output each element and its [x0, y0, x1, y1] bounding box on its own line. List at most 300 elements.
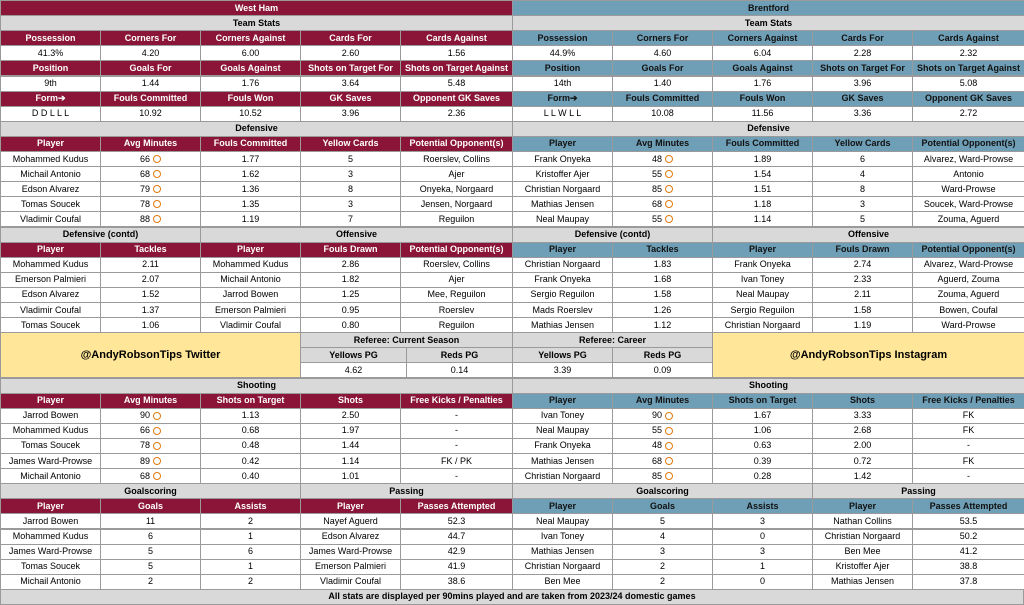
brentford-shooting-row-3-col-1-value: 68 — [651, 455, 662, 466]
brentford-shooting-row-4-col-2: 0.28 — [712, 468, 813, 484]
brentford-row1-value-col-1: 4.60 — [612, 45, 713, 61]
west-ham-row2-header-col-0: Position — [0, 60, 101, 76]
west-ham-defensive_contd-header-col-1: Tackles — [100, 242, 201, 258]
west-ham-row2-value-col-3: 3.64 — [300, 76, 401, 92]
brentford-defensive-row-3-col-4: Soucek, Ward-Prowse — [912, 196, 1024, 212]
brentford-goalscoring-row-4-col-2: 0 — [712, 574, 813, 590]
west-ham-passing-row-2-col-1: 42.9 — [400, 544, 513, 560]
brentford-defensive-row-1-col-1 — [612, 166, 713, 182]
brentford-row2-value-col-1: 1.40 — [612, 76, 713, 92]
stopwatch-icon — [153, 442, 161, 450]
brentford-shooting-row-2-col-1-value: 48 — [651, 440, 662, 451]
west-ham-row1-value-col-2: 6.00 — [200, 45, 301, 61]
brentford-row2-value-col-3: 3.96 — [812, 76, 913, 92]
west-ham-shooting-row-1-col-1-value: 66 — [139, 425, 150, 436]
brentford-goalscoring-row-3-col-0: Christian Norgaard — [512, 559, 613, 575]
brentford-shooting-row-2-col-0: Frank Onyeka — [512, 438, 613, 454]
brentford-shooting-row-0-col-3: 3.33 — [812, 408, 913, 424]
brentford-row3-value-col-0: L L W L L — [512, 106, 613, 122]
brentford-row2-header-col-2: Goals Against — [712, 60, 813, 76]
brentford-passing-row-1-col-0: Christian Norgaard — [812, 529, 913, 545]
brentford-defensive-row-4-col-2: 1.14 — [712, 211, 813, 227]
west-ham-row3-value-col-0: D D L L L — [0, 106, 101, 122]
west-ham-row1-header-col-3: Cards For — [300, 30, 401, 46]
west-ham-defensive_contd-row-1-col-0: Emerson Palmieri — [0, 272, 101, 288]
brentford-row3-header-col-0: Form➔ — [512, 91, 613, 107]
west-ham-offensive-header-col-2: Potential Opponent(s) — [400, 242, 513, 258]
brentford-goalscoring-row-1-col-1: 4 — [612, 529, 713, 545]
west-ham-goalscoring-title: Goalscoring — [0, 483, 301, 499]
west-ham-shooting-row-3-col-4: FK / PK — [400, 453, 513, 469]
west-ham-defensive-row-1-col-2: 1.62 — [200, 166, 301, 182]
west-ham-offensive-header-col-1: Fouls Drawn — [300, 242, 401, 258]
brentford-shooting-row-2-col-3: 2.00 — [812, 438, 913, 454]
brentford-row2-value-col-4: 5.08 — [912, 76, 1024, 92]
west-ham-offensive-row-3-col-1: 0.95 — [300, 302, 401, 318]
brentford-goalscoring-row-2-col-0: Mathias Jensen — [512, 544, 613, 560]
west-ham-defensive_contd-row-3-col-1: 1.37 — [100, 302, 201, 318]
brentford-shooting-row-0-col-4: FK — [912, 408, 1024, 424]
brentford-passing-header-col-1: Passes Attempted — [912, 498, 1024, 514]
brentford-passing-row-0-col-0: Nathan Collins — [812, 513, 913, 529]
west-ham-goalscoring-row-0-col-1: 11 — [100, 513, 201, 529]
west-ham-goalscoring-row-4-col-0: Michail Antonio — [0, 574, 101, 590]
west-ham-shooting-header-col-2: Shots on Target — [200, 393, 301, 409]
brentford-defensive-row-1-col-3: 4 — [812, 166, 913, 182]
west-ham-team-name: West Ham — [0, 0, 513, 16]
west-ham-shooting-row-0-col-4: - — [400, 408, 513, 424]
stopwatch-icon — [153, 427, 161, 435]
brentford-defensive_contd-row-0-col-1: 1.83 — [612, 257, 713, 273]
brentford-defensive-header-col-1: Avg Minutes — [612, 136, 713, 152]
brentford-offensive-row-3-col-2: Bowen, Coufal — [912, 302, 1024, 318]
brentford-shooting-row-1-col-4: FK — [912, 423, 1024, 439]
brentford-row2-header-col-1: Goals For — [612, 60, 713, 76]
west-ham-defensive-row-2-col-2: 1.36 — [200, 181, 301, 197]
brentford-row2-value-col-0: 14th — [512, 76, 613, 92]
brentford-shooting-row-0-col-1 — [612, 408, 713, 424]
west-ham-shooting-row-2-col-0: Tomas Soucek — [0, 438, 101, 454]
brentford-row3-value-col-3: 3.36 — [812, 106, 913, 122]
brentford-defensive_contd-row-4-col-1: 1.12 — [612, 317, 713, 333]
west-ham-shooting-row-2-col-1-value: 78 — [139, 440, 150, 451]
brentford-defensive-header-col-3: Yellow Cards — [812, 136, 913, 152]
west-ham-defensive-row-4-col-2: 1.19 — [200, 211, 301, 227]
stopwatch-icon — [665, 170, 673, 178]
west-ham-defensive_contd-row-3-col-0: Vladimir Coufal — [0, 302, 101, 318]
west-ham-offensive-row-0-col-2: Roerslev, Collins — [400, 257, 513, 273]
west-ham-passing-row-1-col-1: 44.7 — [400, 529, 513, 545]
brentford-offensive-header-col-1: Fouls Drawn — [812, 242, 913, 258]
brentford-offensive-row-4-col-0: Christian Norgaard — [712, 317, 813, 333]
brentford-defensive-row-2-col-0: Christian Norgaard — [512, 181, 613, 197]
brentford-defensive-row-2-col-1 — [612, 181, 713, 197]
west-ham-offensive-row-3-col-0: Emerson Palmieri — [200, 302, 301, 318]
brentford-defensive-row-2-col-2: 1.51 — [712, 181, 813, 197]
brentford-row2-value-col-2: 1.76 — [712, 76, 813, 92]
brentford-defensive_contd-row-4-col-0: Mathias Jensen — [512, 317, 613, 333]
referee-career-reds: 0.09 — [612, 362, 713, 378]
west-ham-goalscoring-header-col-2: Assists — [200, 498, 301, 514]
west-ham-shooting-header-col-4: Free Kicks / Penalties — [400, 393, 513, 409]
west-ham-shooting-row-1-col-0: Mohammed Kudus — [0, 423, 101, 439]
west-ham-passing-row-4-col-1: 38.6 — [400, 574, 513, 590]
brentford-shooting-row-1-col-1-value: 55 — [651, 425, 662, 436]
brentford-goalscoring-row-2-col-2: 3 — [712, 544, 813, 560]
west-ham-defensive-row-3-col-2: 1.35 — [200, 196, 301, 212]
west-ham-shooting-row-0-col-3: 2.50 — [300, 408, 401, 424]
stopwatch-icon — [153, 412, 161, 420]
west-ham-defensive-row-4-col-3: 7 — [300, 211, 401, 227]
brentford-offensive-row-1-col-1: 2.33 — [812, 272, 913, 288]
stopwatch-icon — [153, 170, 161, 178]
west-ham-defensive-row-0-col-4: Roerslev, Collins — [400, 151, 513, 167]
west-ham-passing-title: Passing — [300, 483, 513, 499]
brentford-shooting-row-0-col-1-value: 90 — [651, 410, 662, 421]
instagram-promo: @AndyRobsonTips Instagram — [712, 332, 1024, 378]
brentford-shooting-row-2-col-2: 0.63 — [712, 438, 813, 454]
brentford-defensive-row-1-col-0: Kristoffer Ajer — [512, 166, 613, 182]
west-ham-row1-value-col-4: 1.56 — [400, 45, 513, 61]
brentford-defensive-row-0-col-4: Alvarez, Ward-Prowse — [912, 151, 1024, 167]
west-ham-defensive-row-1-col-4: Ajer — [400, 166, 513, 182]
brentford-shooting-row-4-col-4: - — [912, 468, 1024, 484]
stopwatch-icon — [665, 155, 673, 163]
brentford-shooting-row-0-col-0: Ivan Toney — [512, 408, 613, 424]
brentford-passing-row-2-col-1: 41.2 — [912, 544, 1024, 560]
brentford-defensive_contd-row-1-col-1: 1.68 — [612, 272, 713, 288]
west-ham-offensive-row-4-col-2: Reguilon — [400, 317, 513, 333]
west-ham-shooting-row-4-col-3: 1.01 — [300, 468, 401, 484]
west-ham-goalscoring-row-2-col-2: 6 — [200, 544, 301, 560]
brentford-shooting-header-col-2: Shots on Target — [712, 393, 813, 409]
west-ham-row1-value-col-3: 2.60 — [300, 45, 401, 61]
brentford-row1-header-col-3: Cards For — [812, 30, 913, 46]
west-ham-goalscoring-row-2-col-0: James Ward-Prowse — [0, 544, 101, 560]
west-ham-shooting-row-0-col-1-value: 90 — [139, 410, 150, 421]
brentford-defensive-title: Defensive — [512, 121, 1024, 137]
brentford-goalscoring-row-1-col-2: 0 — [712, 529, 813, 545]
brentford-goalscoring-header-col-1: Goals — [612, 498, 713, 514]
stopwatch-icon — [153, 472, 161, 480]
brentford-defensive-header-col-4: Potential Opponent(s) — [912, 136, 1024, 152]
brentford-goalscoring-row-4-col-0: Ben Mee — [512, 574, 613, 590]
west-ham-defensive-header-col-0: Player — [0, 136, 101, 152]
brentford-shooting-row-3-col-0: Mathias Jensen — [512, 453, 613, 469]
west-ham-shooting-row-4-col-0: Michail Antonio — [0, 468, 101, 484]
brentford-offensive-row-0-col-2: Alvarez, Ward-Prowse — [912, 257, 1024, 273]
west-ham-goalscoring-row-0-col-0: Jarrod Bowen — [0, 513, 101, 529]
brentford-row3-header-col-3: GK Saves — [812, 91, 913, 107]
brentford-defensive-row-0-col-1 — [612, 151, 713, 167]
west-ham-offensive-row-2-col-1: 1.25 — [300, 287, 401, 303]
brentford-team-name: Brentford — [512, 0, 1024, 16]
west-ham-shooting-row-3-col-1 — [100, 453, 201, 469]
brentford-shooting-header-col-4: Free Kicks / Penalties — [912, 393, 1024, 409]
brentford-passing-row-4-col-0: Mathias Jensen — [812, 574, 913, 590]
brentford-offensive-row-0-col-0: Frank Onyeka — [712, 257, 813, 273]
brentford-shooting-row-1-col-0: Neal Maupay — [512, 423, 613, 439]
brentford-defensive-row-0-col-3: 6 — [812, 151, 913, 167]
brentford-offensive-row-4-col-2: Ward-Prowse — [912, 317, 1024, 333]
west-ham-defensive_contd-row-2-col-0: Edson Alvarez — [0, 287, 101, 303]
brentford-defensive-header-col-0: Player — [512, 136, 613, 152]
west-ham-shooting-row-2-col-1 — [100, 438, 201, 454]
brentford-passing-row-2-col-0: Ben Mee — [812, 544, 913, 560]
west-ham-defensive-row-0-col-1-value: 66 — [139, 153, 150, 164]
referee-career-title: Referee: Career — [512, 332, 713, 348]
stopwatch-icon — [665, 457, 673, 465]
west-ham-defensive_contd-row-0-col-0: Mohammed Kudus — [0, 257, 101, 273]
stopwatch-icon — [665, 427, 673, 435]
west-ham-passing-row-0-col-1: 52.3 — [400, 513, 513, 529]
west-ham-goalscoring-row-1-col-1: 6 — [100, 529, 201, 545]
west-ham-defensive-header-col-4: Potential Opponent(s) — [400, 136, 513, 152]
west-ham-row3-value-col-4: 2.36 — [400, 106, 513, 122]
west-ham-defensive_contd-row-1-col-1: 2.07 — [100, 272, 201, 288]
brentford-goalscoring-row-0-col-1: 5 — [612, 513, 713, 529]
west-ham-defensive-row-4-col-1 — [100, 211, 201, 227]
west-ham-defensive_contd-row-2-col-1: 1.52 — [100, 287, 201, 303]
west-ham-row2-header-col-3: Shots on Target For — [300, 60, 401, 76]
stopwatch-icon — [665, 472, 673, 480]
stopwatch-icon — [153, 200, 161, 208]
west-ham-row1-value-col-1: 4.20 — [100, 45, 201, 61]
west-ham-shooting-title: Shooting — [0, 378, 513, 394]
brentford-defensive-row-3-col-3: 3 — [812, 196, 913, 212]
brentford-shooting-header-col-3: Shots — [812, 393, 913, 409]
brentford-offensive-row-2-col-1: 2.11 — [812, 287, 913, 303]
west-ham-goalscoring-row-2-col-1: 5 — [100, 544, 201, 560]
west-ham-defensive-header-col-2: Fouls Committed — [200, 136, 301, 152]
brentford-shooting-row-1-col-1 — [612, 423, 713, 439]
west-ham-row1-header-col-1: Corners For — [100, 30, 201, 46]
west-ham-offensive-row-1-col-2: Ajer — [400, 272, 513, 288]
west-ham-row3-value-col-3: 3.96 — [300, 106, 401, 122]
brentford-offensive-row-2-col-2: Zouma, Aguerd — [912, 287, 1024, 303]
west-ham-row2-header-col-1: Goals For — [100, 60, 201, 76]
stopwatch-icon — [665, 442, 673, 450]
brentford-offensive-row-1-col-0: Ivan Toney — [712, 272, 813, 288]
brentford-offensive-row-3-col-0: Sergio Reguilon — [712, 302, 813, 318]
brentford-row1-value-col-3: 2.28 — [812, 45, 913, 61]
brentford-passing-header-col-0: Player — [812, 498, 913, 514]
brentford-shooting-row-4-col-3: 1.42 — [812, 468, 913, 484]
west-ham-row1-header-col-4: Cards Against — [400, 30, 513, 46]
west-ham-defensive_contd-row-0-col-1: 2.11 — [100, 257, 201, 273]
brentford-goalscoring-row-0-col-2: 3 — [712, 513, 813, 529]
west-ham-defensive-row-0-col-3: 5 — [300, 151, 401, 167]
brentford-goalscoring-row-3-col-2: 1 — [712, 559, 813, 575]
referee-current-yellows: 4.62 — [300, 362, 407, 378]
west-ham-shooting-row-0-col-2: 1.13 — [200, 408, 301, 424]
brentford-shooting-row-3-col-2: 0.39 — [712, 453, 813, 469]
referee-current-reds: 0.14 — [406, 362, 513, 378]
west-ham-defensive-row-2-col-3: 8 — [300, 181, 401, 197]
west-ham-shooting-row-4-col-2: 0.40 — [200, 468, 301, 484]
brentford-defensive-row-0-col-0: Frank Onyeka — [512, 151, 613, 167]
west-ham-row2-value-col-2: 1.76 — [200, 76, 301, 92]
west-ham-defensive-row-3-col-3: 3 — [300, 196, 401, 212]
west-ham-defensive-row-4-col-0: Vladimir Coufal — [0, 211, 101, 227]
west-ham-defensive-row-1-col-0: Michail Antonio — [0, 166, 101, 182]
brentford-defensive-row-3-col-2: 1.18 — [712, 196, 813, 212]
brentford-defensive-header-col-2: Fouls Committed — [712, 136, 813, 152]
west-ham-defensive-row-2-col-4: Onyeka, Norgaard — [400, 181, 513, 197]
brentford-defensive-row-2-col-4: Ward-Prowse — [912, 181, 1024, 197]
brentford-passing-row-4-col-1: 37.8 — [912, 574, 1024, 590]
west-ham-team-stats-title: Team Stats — [0, 15, 513, 31]
brentford-defensive-row-0-col-1-value: 48 — [651, 153, 662, 164]
brentford-row3-header-col-2: Fouls Won — [712, 91, 813, 107]
brentford-shooting-row-1-col-3: 2.68 — [812, 423, 913, 439]
west-ham-offensive-row-4-col-0: Vladimir Coufal — [200, 317, 301, 333]
west-ham-shooting-row-1-col-4: - — [400, 423, 513, 439]
brentford-row2-header-col-0: Position — [512, 60, 613, 76]
referee-career-yellows-header: Yellows PG — [512, 347, 613, 363]
brentford-defensive_contd-row-1-col-0: Frank Onyeka — [512, 272, 613, 288]
brentford-defensive_contd-header-col-1: Tackles — [612, 242, 713, 258]
brentford-passing-row-1-col-1: 50.2 — [912, 529, 1024, 545]
west-ham-defensive-row-3-col-0: Tomas Soucek — [0, 196, 101, 212]
west-ham-defensive-title: Defensive — [0, 121, 513, 137]
west-ham-offensive-row-2-col-0: Jarrod Bowen — [200, 287, 301, 303]
west-ham-shooting-row-3-col-0: James Ward-Prowse — [0, 453, 101, 469]
west-ham-shooting-row-0-col-0: Jarrod Bowen — [0, 408, 101, 424]
brentford-defensive-row-4-col-0: Neal Maupay — [512, 211, 613, 227]
brentford-row2-header-col-3: Shots on Target For — [812, 60, 913, 76]
west-ham-defensive_contd-row-4-col-0: Tomas Soucek — [0, 317, 101, 333]
brentford-defensive_contd-row-3-col-0: Mads Roerslev — [512, 302, 613, 318]
brentford-defensive_contd-title: Defensive (contd) — [512, 227, 713, 243]
west-ham-shooting-row-1-col-1 — [100, 423, 201, 439]
west-ham-row3-header-col-4: Opponent GK Saves — [400, 91, 513, 107]
brentford-shooting-row-4-col-1-value: 85 — [651, 470, 662, 481]
west-ham-goalscoring-row-3-col-1: 5 — [100, 559, 201, 575]
west-ham-row3-value-col-1: 10.92 — [100, 106, 201, 122]
west-ham-offensive-header-col-0: Player — [200, 242, 301, 258]
stopwatch-icon — [665, 200, 673, 208]
brentford-shooting-row-4-col-0: Christian Norgaard — [512, 468, 613, 484]
brentford-defensive-row-1-col-1-value: 55 — [651, 168, 662, 179]
referee-career-yellows: 3.39 — [512, 362, 613, 378]
brentford-defensive-row-3-col-0: Mathias Jensen — [512, 196, 613, 212]
referee-career-reds-header: Reds PG — [612, 347, 713, 363]
west-ham-goalscoring-row-4-col-2: 2 — [200, 574, 301, 590]
brentford-shooting-row-2-col-4: - — [912, 438, 1024, 454]
brentford-offensive-row-0-col-1: 2.74 — [812, 257, 913, 273]
referee-current-title: Referee: Current Season — [300, 332, 513, 348]
west-ham-passing-row-3-col-1: 41.9 — [400, 559, 513, 575]
brentford-offensive-header-col-0: Player — [712, 242, 813, 258]
west-ham-row2-header-col-2: Goals Against — [200, 60, 301, 76]
brentford-defensive_contd-row-2-col-1: 1.58 — [612, 287, 713, 303]
brentford-row1-header-col-1: Corners For — [612, 30, 713, 46]
west-ham-row3-header-col-2: Fouls Won — [200, 91, 301, 107]
brentford-row3-value-col-1: 10.08 — [612, 106, 713, 122]
west-ham-defensive-row-4-col-4: Reguilon — [400, 211, 513, 227]
west-ham-goalscoring-row-3-col-2: 1 — [200, 559, 301, 575]
west-ham-row3-value-col-2: 10.52 — [200, 106, 301, 122]
brentford-offensive-row-3-col-1: 1.58 — [812, 302, 913, 318]
west-ham-row2-value-col-4: 5.48 — [400, 76, 513, 92]
brentford-defensive-row-2-col-1-value: 85 — [651, 183, 662, 194]
brentford-defensive-row-4-col-4: Zouma, Aguerd — [912, 211, 1024, 227]
west-ham-passing-header-col-1: Passes Attempted — [400, 498, 513, 514]
west-ham-row2-header-col-4: Shots on Target Against — [400, 60, 513, 76]
west-ham-defensive-row-3-col-1 — [100, 196, 201, 212]
west-ham-shooting-row-4-col-4: - — [400, 468, 513, 484]
brentford-defensive-row-4-col-3: 5 — [812, 211, 913, 227]
brentford-offensive-header-col-2: Potential Opponent(s) — [912, 242, 1024, 258]
west-ham-row2-value-col-0: 9th — [0, 76, 101, 92]
brentford-defensive-row-3-col-1-value: 68 — [651, 198, 662, 209]
brentford-row1-value-col-2: 6.04 — [712, 45, 813, 61]
west-ham-passing-row-0-col-0: Nayef Aguerd — [300, 513, 401, 529]
brentford-defensive-row-1-col-4: Antonio — [912, 166, 1024, 182]
west-ham-defensive-header-col-1: Avg Minutes — [100, 136, 201, 152]
brentford-offensive-row-1-col-2: Aguerd, Zouma — [912, 272, 1024, 288]
west-ham-shooting-row-2-col-4: - — [400, 438, 513, 454]
brentford-shooting-row-3-col-3: 0.72 — [812, 453, 913, 469]
brentford-row1-value-col-4: 2.32 — [912, 45, 1024, 61]
west-ham-goalscoring-row-4-col-1: 2 — [100, 574, 201, 590]
brentford-defensive_contd-row-0-col-0: Christian Norgaard — [512, 257, 613, 273]
west-ham-offensive-row-0-col-0: Mohammed Kudus — [200, 257, 301, 273]
west-ham-shooting-row-3-col-3: 1.14 — [300, 453, 401, 469]
west-ham-passing-row-2-col-0: James Ward-Prowse — [300, 544, 401, 560]
brentford-shooting-row-3-col-1 — [612, 453, 713, 469]
footer-note: All stats are displayed per 90mins played and are taken from 2023/24 domestic games — [0, 589, 1024, 605]
brentford-row1-header-col-0: Possession — [512, 30, 613, 46]
west-ham-defensive_contd-row-4-col-1: 1.06 — [100, 317, 201, 333]
brentford-defensive-row-2-col-3: 8 — [812, 181, 913, 197]
brentford-shooting-row-1-col-2: 1.06 — [712, 423, 813, 439]
west-ham-shooting-row-2-col-3: 1.44 — [300, 438, 401, 454]
west-ham-shooting-header-col-0: Player — [0, 393, 101, 409]
west-ham-shooting-row-1-col-3: 1.97 — [300, 423, 401, 439]
west-ham-row1-header-col-2: Corners Against — [200, 30, 301, 46]
west-ham-row3-header-col-0: Form➔ — [0, 91, 101, 107]
west-ham-defensive-row-1-col-1-value: 68 — [139, 168, 150, 179]
west-ham-shooting-row-0-col-1 — [100, 408, 201, 424]
west-ham-defensive_contd-header-col-0: Player — [0, 242, 101, 258]
west-ham-row1-value-col-0: 41.3% — [0, 45, 101, 61]
brentford-goalscoring-row-0-col-0: Neal Maupay — [512, 513, 613, 529]
brentford-shooting-row-2-col-1 — [612, 438, 713, 454]
west-ham-row1-header-col-0: Possession — [0, 30, 101, 46]
west-ham-offensive-row-4-col-1: 0.80 — [300, 317, 401, 333]
brentford-offensive-row-2-col-0: Neal Maupay — [712, 287, 813, 303]
west-ham-defensive-header-col-3: Yellow Cards — [300, 136, 401, 152]
west-ham-defensive-row-1-col-1 — [100, 166, 201, 182]
brentford-shooting-row-4-col-1 — [612, 468, 713, 484]
brentford-row3-value-col-4: 2.72 — [912, 106, 1024, 122]
referee-current-yellows-header: Yellows PG — [300, 347, 407, 363]
brentford-row1-header-col-2: Corners Against — [712, 30, 813, 46]
stopwatch-icon — [665, 185, 673, 193]
west-ham-goalscoring-row-1-col-0: Mohammed Kudus — [0, 529, 101, 545]
west-ham-shooting-header-col-1: Avg Minutes — [100, 393, 201, 409]
brentford-goalscoring-header-col-0: Player — [512, 498, 613, 514]
brentford-row3-header-col-1: Fouls Committed — [612, 91, 713, 107]
brentford-shooting-header-col-0: Player — [512, 393, 613, 409]
west-ham-shooting-header-col-3: Shots — [300, 393, 401, 409]
west-ham-shooting-row-3-col-1-value: 89 — [139, 455, 150, 466]
west-ham-row3-header-col-1: Fouls Committed — [100, 91, 201, 107]
west-ham-row2-value-col-1: 1.44 — [100, 76, 201, 92]
west-ham-passing-row-4-col-0: Vladimir Coufal — [300, 574, 401, 590]
